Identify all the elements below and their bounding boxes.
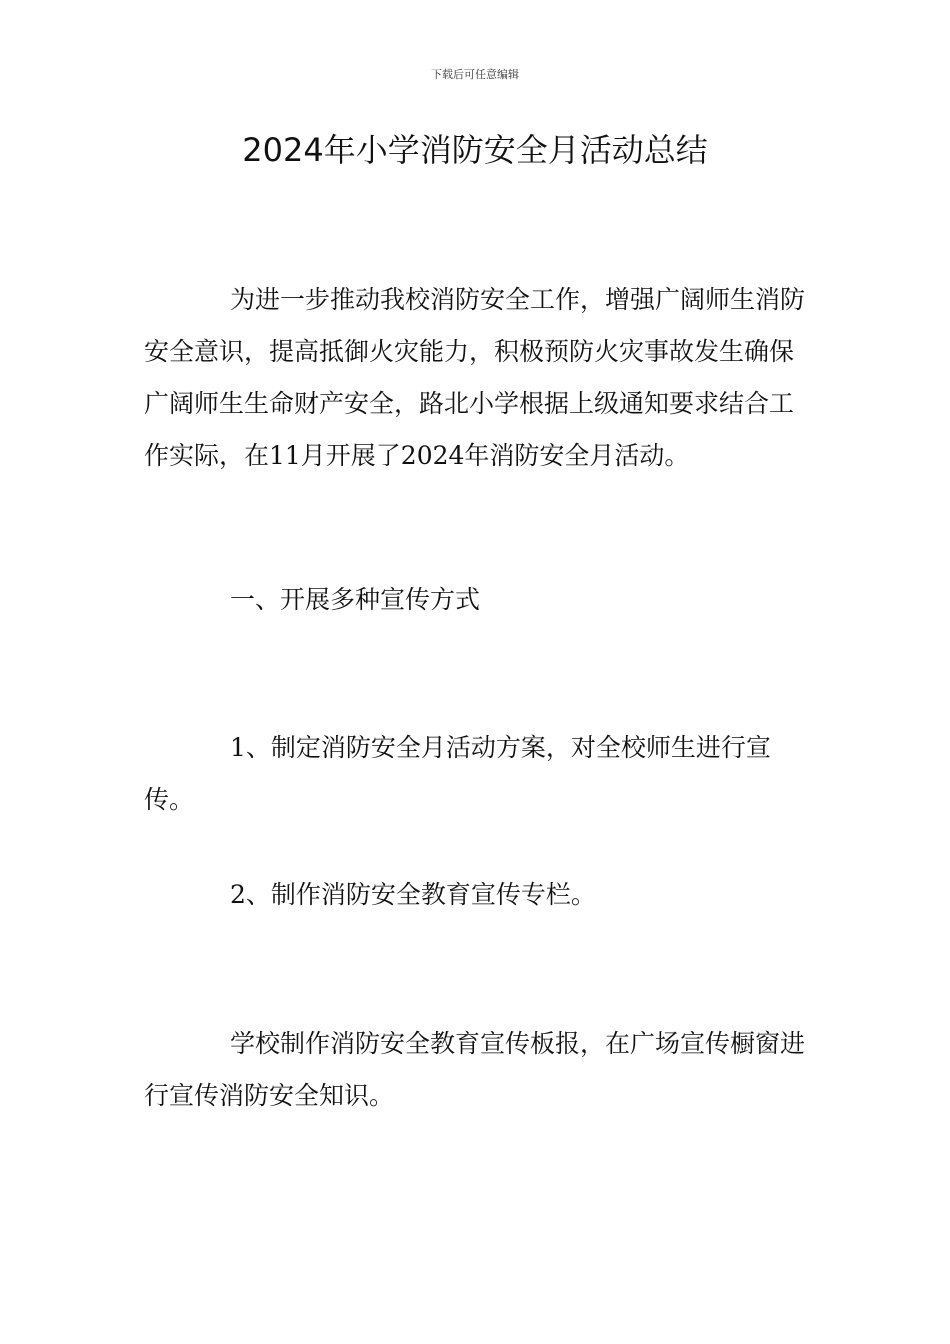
header-note: 下载后可任意编辑 bbox=[431, 68, 519, 81]
intro-paragraph: 为进一步推动我校消防安全工作，增强广阔师生消防安全意识，提高抵御火灾能力，积极预防火灾事故发生确保广阔师生生命财产安全，路北小学根据上级通知要求结合工作实际，在11月开展了2024年消防安全月活动。 bbox=[144, 285, 806, 470]
list-item: 1、制定消防安全月活动方案，对全校师生进行宣传。 bbox=[144, 733, 771, 814]
section-heading: 一、开展多种宣传方式 bbox=[230, 585, 481, 614]
page-title: 2024年小学消防安全月活动总结 bbox=[242, 131, 708, 169]
list-item: 2、制作消防安全教育宣传专栏。 bbox=[230, 880, 596, 909]
body-paragraph: 学校制作消防安全教育宣传板报，在广场宣传橱窗进行宣传消防安全知识。 bbox=[144, 1029, 806, 1110]
